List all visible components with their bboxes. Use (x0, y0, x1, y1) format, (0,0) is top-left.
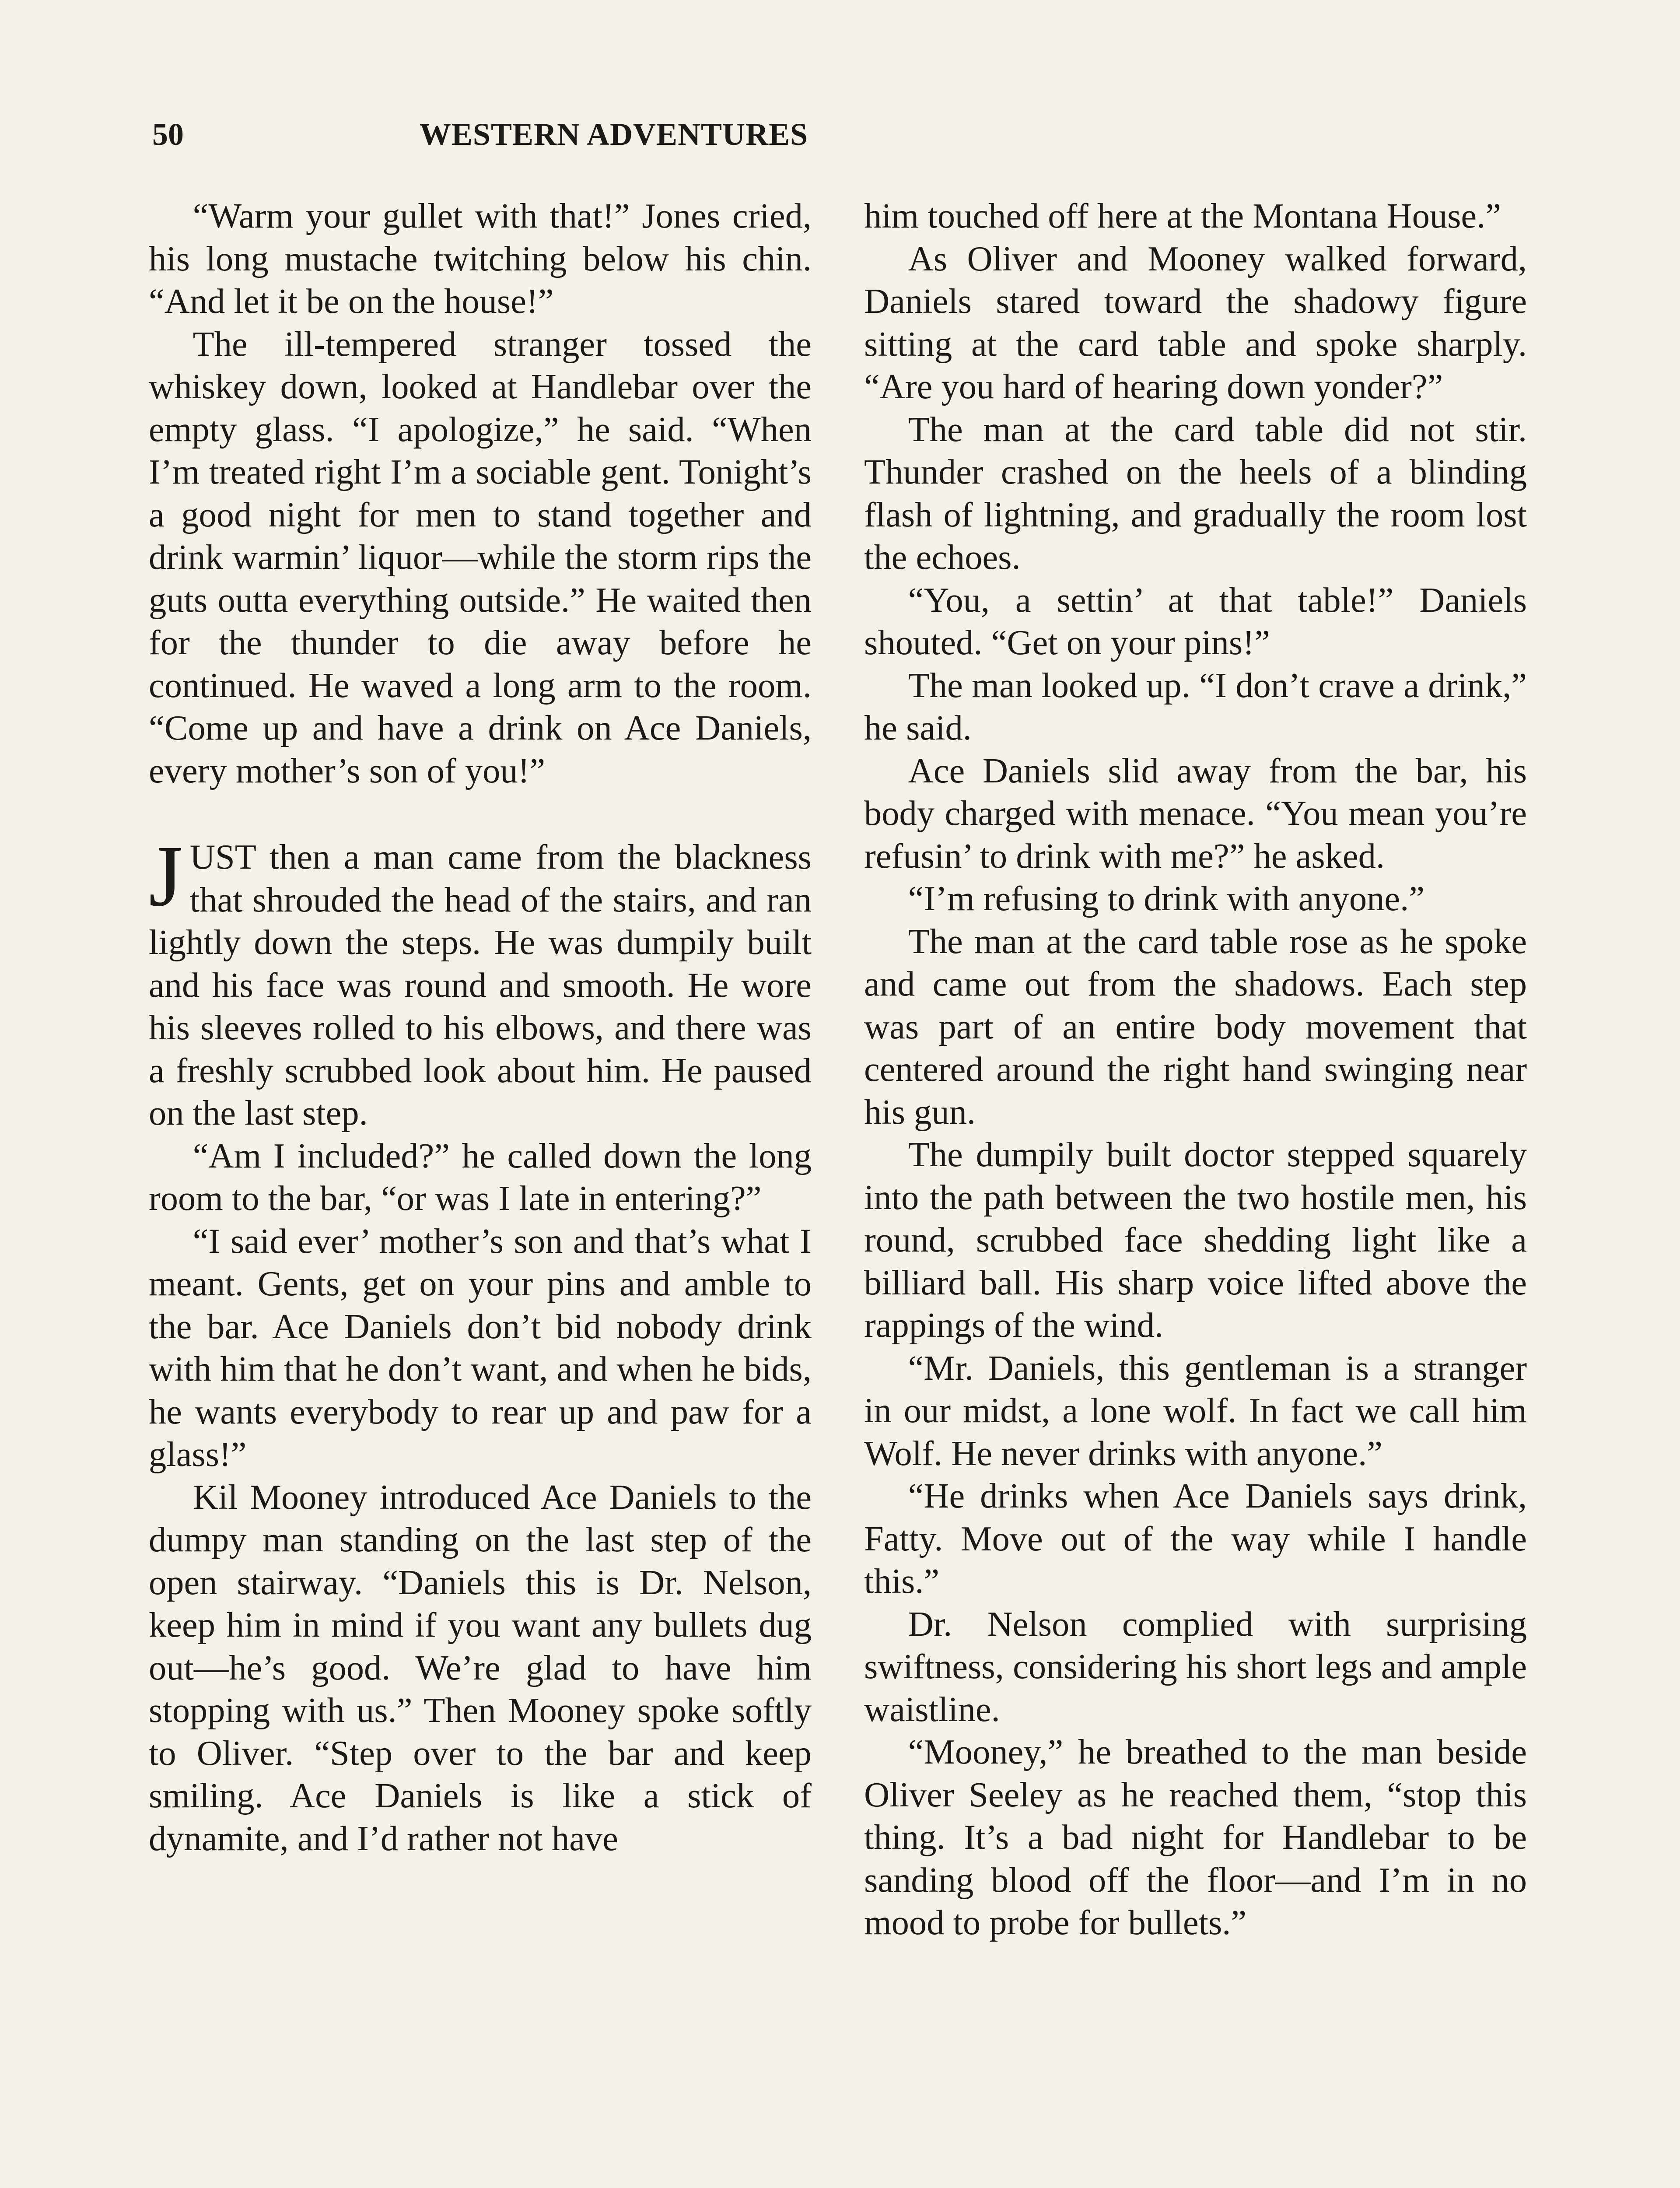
paragraph: “Warm your gullet with that!” Jones cried, his long mustache twitching below his chin. “And let it be on the house!” (149, 196, 812, 321)
paragraph: The dumpily built doctor stepped squarely into the path between the two hostile men, his round, scrubbed face shedding light like a billiard ball. His sharp voice lifted above the rappings of the wind. (864, 1135, 1527, 1345)
drop-cap: J (149, 828, 183, 925)
page-header (152, 115, 1075, 154)
page-number: 50 (152, 117, 184, 152)
paragraph: The man looked up. “I don’t crave a drink,” he said. (864, 666, 1527, 747)
paragraph: “Mr. Daniels, this gentleman is a stranger in our midst, a lone wolf. In fact we call him Wolf. He never drinks with anyone.” (864, 1348, 1527, 1473)
paragraph: As Oliver and Mooney walked forward, Daniels stared toward the shadowy figure sitting at the card table and spoke sharply. “Are you hard of hearing down yonder?” (864, 239, 1527, 406)
right-column (864, 195, 1527, 1944)
paragraph: The ill-tempered stranger tossed the whiskey down, looked at Handlebar over the empty glass. “I apologize,” he said. “When I’m treated right I’m a sociable gent. Tonight’s a good night for men to stand together and drink warmin’ liquor—while the storm rips the guts outta everything outside.” He waited then for the thunder to die away before he continued. He waved a long arm to the room. “Come up and have a drink on Ace Daniels, every mother’s son of you!” (149, 324, 812, 790)
paragraph: Ace Daniels slid away from the bar, his body charged with menace. “You mean you’re refusin’ to drink with me?” he asked. (864, 751, 1527, 876)
left-column (149, 195, 812, 1860)
drop-cap-paragraph (149, 828, 812, 1135)
paragraph: “I’m refusing to drink with anyone.” (908, 879, 1424, 918)
running-head: WESTERN ADVENTURES (419, 117, 808, 152)
paragraph: “He drinks when Ace Daniels says drink, Fatty. Move out of the way while I handle this.” (864, 1476, 1527, 1601)
paragraph: “Mooney,” he breathed to the man beside Oliver Seeley as he reached them, “stop this thing. It’s a bad night for Handlebar to be sanding blood off the floor—and I’m in no mood to probe for bullets.” (864, 1732, 1527, 1942)
section-break (149, 792, 812, 836)
paragraph-text: UST then a man came from the blackness that shrouded the head of the stairs, and ran lightly down the steps. He was dumpily built and his face was round and smooth. He wore his sleeves rolled to his elbows, and there was a freshly scrubbed look about him. He paused on the last step. (149, 838, 812, 1133)
paragraph: The man at the card table did not stir. Thunder crashed on the heels of a blinding flash of lightning, and gradually the room lost the echoes. (864, 410, 1527, 577)
paragraph: Dr. Nelson complied with surprising swiftness, considering his short legs and ample waistline. (864, 1604, 1527, 1729)
paragraph: “Am I included?” he called down the long room to the bar, “or was I late in entering?” (149, 1136, 812, 1218)
paragraph: Kil Mooney introduced Ace Daniels to the dumpy man standing on the last step of the open stairway. “Daniels this is Dr. Nelson, keep him in mind if you want any bullets dug out—he’s good. We’re glad to have him stopping with us.” Then Mooney spoke softly to Oliver. “Step over to the bar and keep smiling. Ace Daniels is like a stick of dynamite, and I’d rather not have (149, 1477, 812, 1858)
paragraph-continued: him touched off here at the Montana House.” (864, 196, 1501, 235)
paragraph: “You, a settin’ at that table!” Daniels shouted. “Get on your pins!” (864, 580, 1527, 662)
paragraph: “I said ever’ mother’s son and that’s what I meant. Gents, get on your pins and amble to the bar. Ace Daniels don’t bid nobody drink with him that he don’t want, and when he bids, he wants everybody to rear up and paw for a glass!” (149, 1221, 812, 1474)
paragraph: The man at the card table rose as he spoke and came out from the shadows. Each step was part of an entire body movement that centered around the right hand swinging near his gun. (864, 922, 1527, 1132)
